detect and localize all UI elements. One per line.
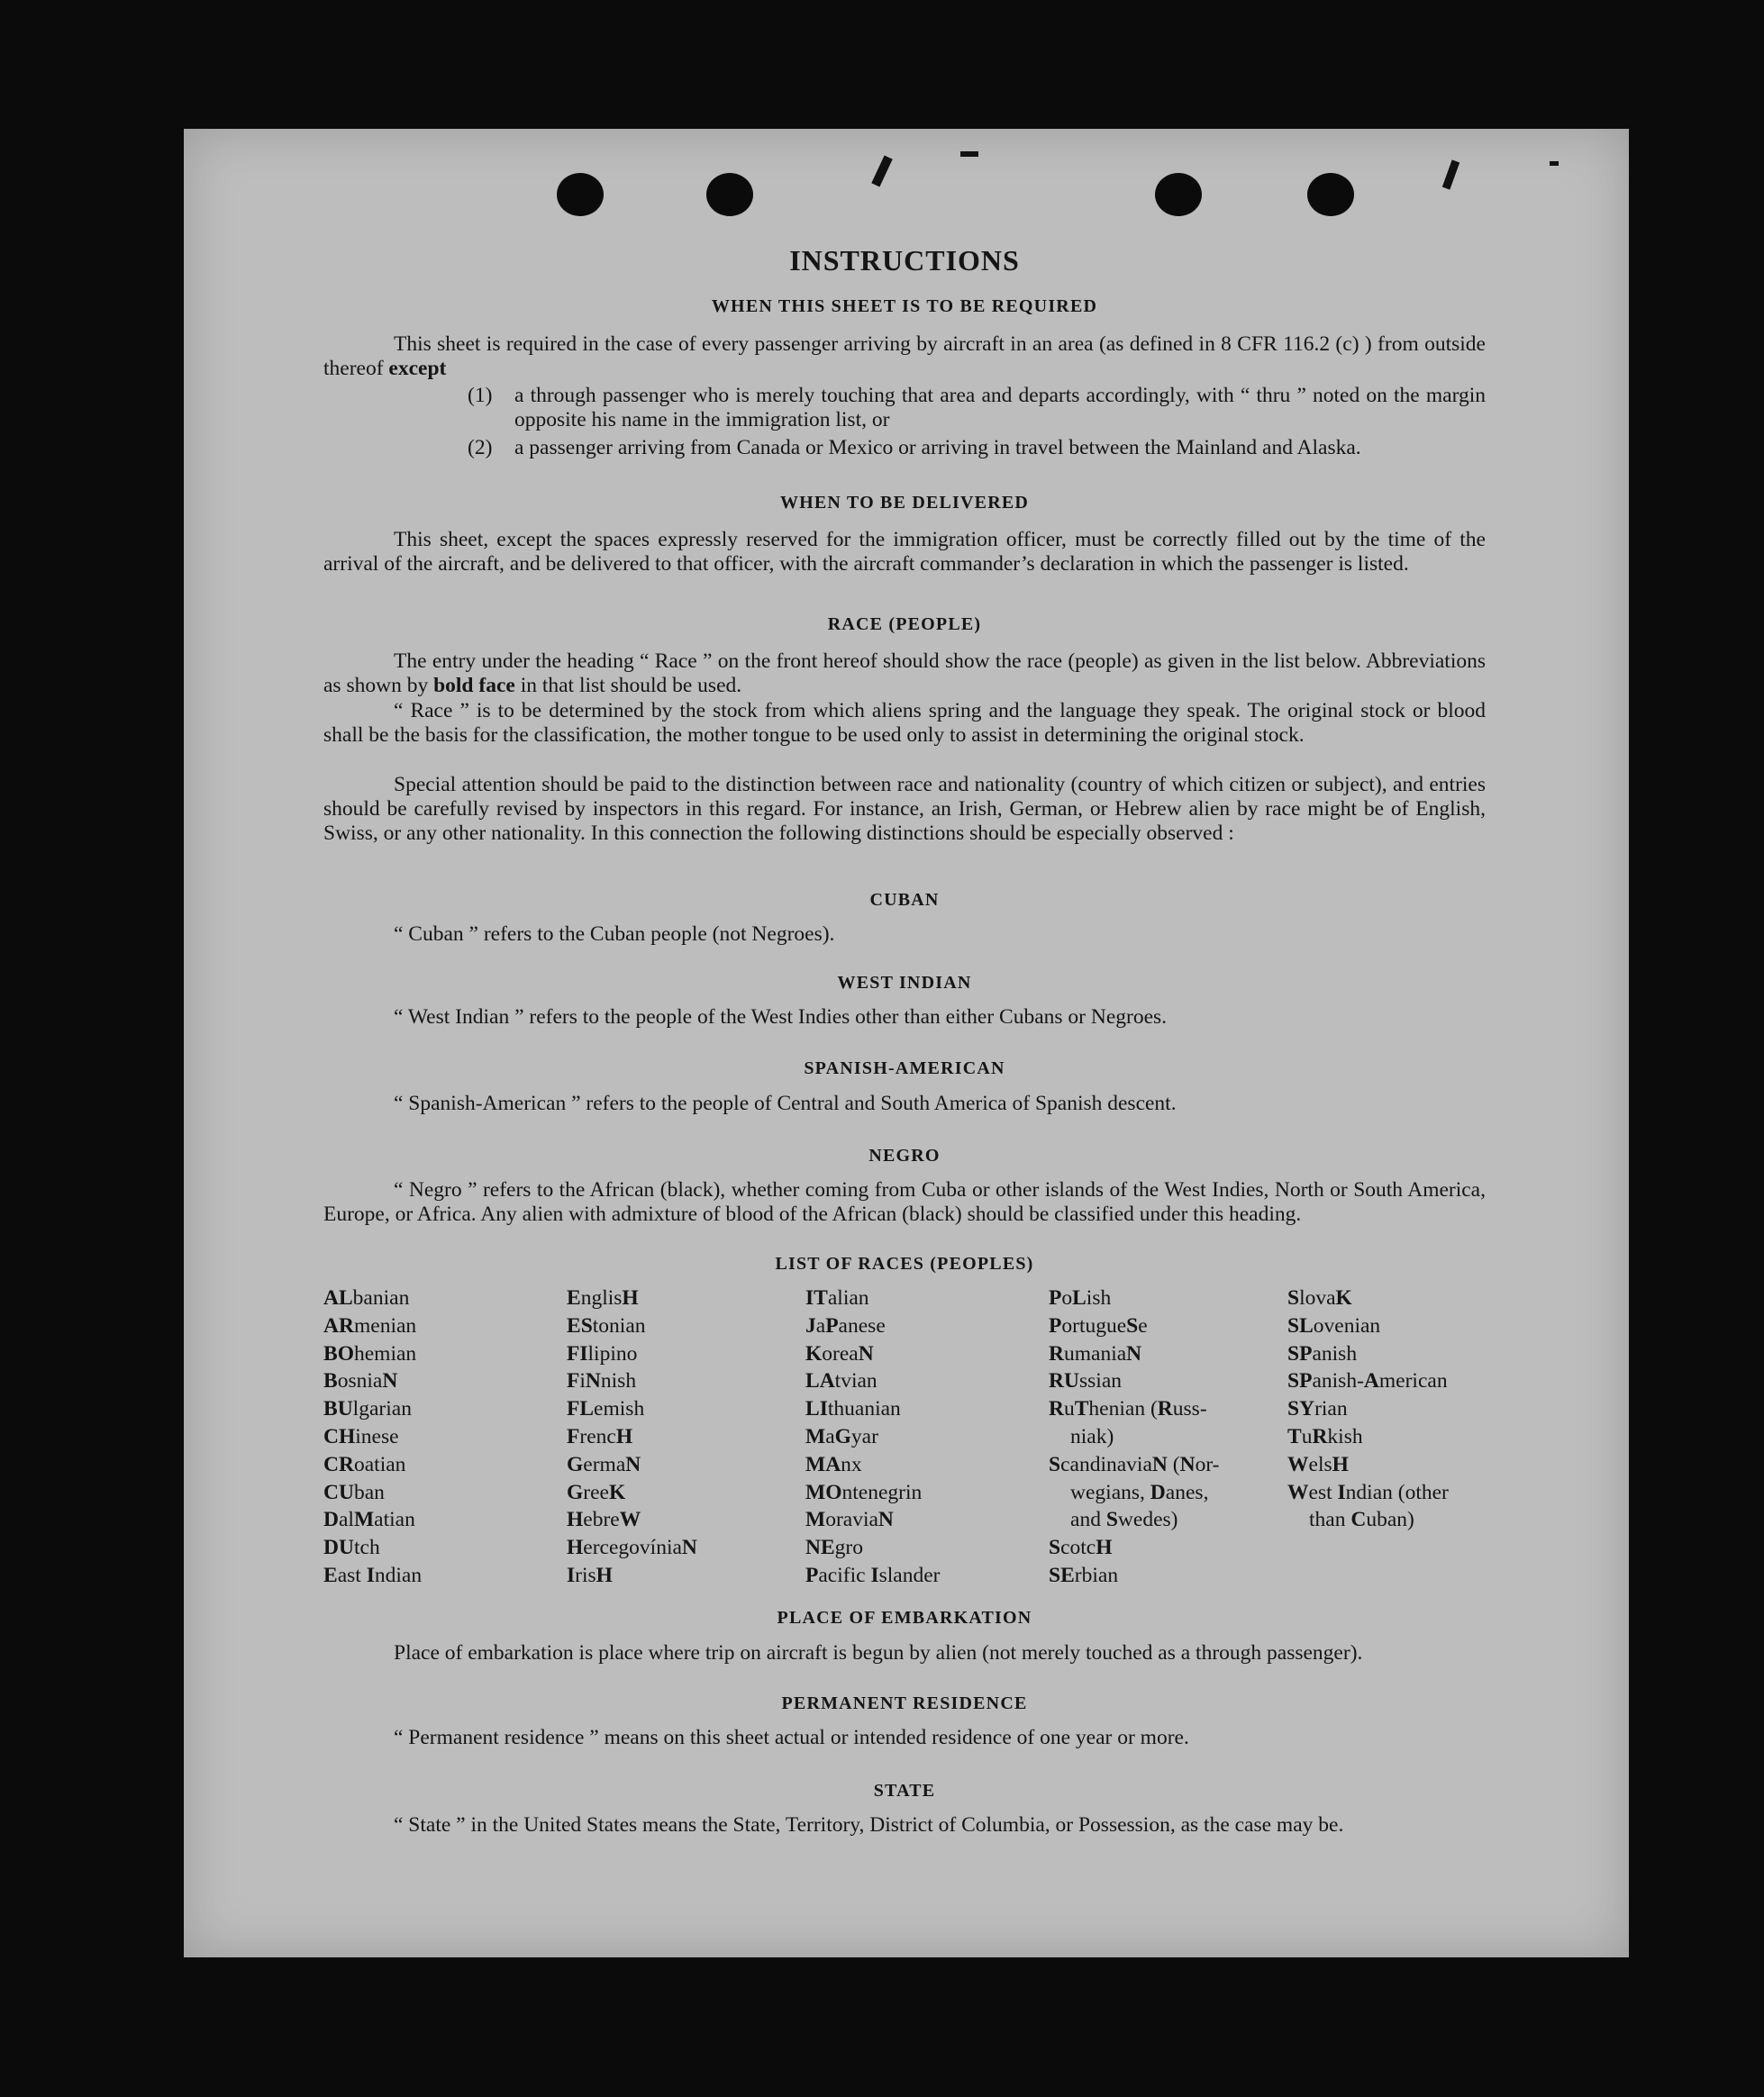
- races-column: [805, 1285, 940, 1590]
- race-entry: SPanish: [1287, 1341, 1358, 1366]
- races-column: [1287, 1285, 1449, 1534]
- race-entry: ARmenian: [323, 1313, 417, 1338]
- race-entry: RUssian: [1049, 1369, 1122, 1393]
- required-intro: [323, 332, 1486, 381]
- heading-required: WHEN THIS SHEET IS TO BE REQUIRED: [711, 296, 1098, 316]
- race-entry: DUtch: [323, 1536, 380, 1560]
- race-entry: FIlipino: [567, 1341, 638, 1366]
- paper-mark: [960, 151, 978, 157]
- race-entry: IrisH: [567, 1563, 613, 1587]
- race-entry: SLovenian: [1287, 1313, 1381, 1338]
- race-entry: SlovaK: [1287, 1286, 1352, 1310]
- race-entry: TuRkish: [1287, 1424, 1363, 1448]
- heading-cuban: CUBAN: [869, 890, 940, 910]
- race-entry: HebreW: [567, 1508, 641, 1532]
- heading-west-indian: WEST INDIAN: [837, 973, 972, 993]
- race-entry: HercegovíniaN: [567, 1536, 697, 1560]
- race-entry: EnglisH: [567, 1286, 639, 1310]
- race-entry: KoreaN: [805, 1341, 874, 1366]
- race-entry-continued: niak): [1070, 1424, 1114, 1448]
- heading-negro: NEGRO: [868, 1146, 941, 1166]
- race-entry: DalMatian: [323, 1508, 415, 1532]
- race-entry: East Indian: [323, 1563, 423, 1587]
- paper-mark: [871, 155, 892, 186]
- race-entry: WelsH: [1287, 1452, 1349, 1476]
- races-column: [567, 1285, 697, 1590]
- race-entry: FiNnish: [567, 1369, 637, 1393]
- item-text: a through passenger who is merely touching that area and departs accordingly, with “ thru ” noted on the margin opposite his name in the immigration list, or: [514, 384, 1486, 431]
- race-entry: LAtvian: [805, 1369, 877, 1393]
- punch-hole: [706, 173, 753, 216]
- negro-text: “ Negro ” refers to the African (black), whether coming from Cuba or other islands of the West Indies, North or South America, Europe, or Africa. Any alien with admixture of blood of the African (black) should be classified under this heading.: [323, 1178, 1486, 1226]
- item-number: (1): [468, 384, 493, 407]
- heading-delivered: WHEN TO BE DELIVERED: [779, 493, 1030, 513]
- race-entry: West Indian (other: [1287, 1480, 1449, 1504]
- race-entry-continued: than Cuban): [1309, 1508, 1414, 1532]
- page-title: INSTRUCTIONS: [789, 244, 1020, 277]
- race-p1-text-end: in that list should be used.: [520, 674, 742, 697]
- west-indian-text: “ West Indian ” refers to the people of the West Indies other than either Cubans or Negroes.: [394, 1005, 1168, 1029]
- race-entry: FrencH: [567, 1424, 633, 1448]
- race-entry: BUlgarian: [323, 1397, 412, 1421]
- race-entry: RuThenian (Russ-: [1049, 1397, 1207, 1421]
- race-entry: SErbian: [1049, 1563, 1119, 1587]
- race-entry-continued: wegians, Danes,: [1070, 1480, 1209, 1504]
- item-number: (2): [468, 436, 493, 459]
- races-column: [323, 1285, 422, 1590]
- heading-state: STATE: [873, 1781, 936, 1801]
- race-p1-text: The entry under the heading “ Race ” on the front hereof should show the race (people) as given in the list below. Abbreviations as shown by: [323, 649, 1486, 697]
- heading-residence: PERMANENT RESIDENCE: [781, 1693, 1028, 1713]
- race-entry: MAnx: [805, 1452, 862, 1476]
- race-entry: ScandinaviaN (Nor-: [1049, 1452, 1220, 1476]
- race-entry: MOntenegrin: [805, 1480, 923, 1504]
- race-paragraph-3: Special attention should be paid to the distinction between race and nationality (country of which citizen or subject), and entries should be carefully revised by inspectors in this regard. For instance, an Irish, German, or Hebrew alien by race might be of English, Swiss, or any other nationality. In this connection the following distinctions should be especially observed :: [323, 773, 1486, 845]
- race-entry: ITalian: [805, 1286, 869, 1310]
- race-entry: CHinese: [323, 1424, 399, 1448]
- document-sheet: [184, 129, 1629, 1957]
- paper-mark: [1550, 161, 1559, 166]
- race-entry-continued: and Swedes): [1070, 1508, 1178, 1532]
- race-entry: GreeK: [567, 1480, 626, 1504]
- race-entry: MoraviaN: [805, 1508, 894, 1532]
- race-entry: PoLish: [1049, 1286, 1112, 1310]
- punch-hole: [1155, 173, 1202, 216]
- residence-text: “ Permanent residence ” means on this sheet actual or intended residence of one year or more.: [394, 1726, 1189, 1749]
- races-column: [1049, 1285, 1220, 1590]
- delivered-text: This sheet, except the spaces expressly reserved for the immigration officer, must be correctly filled out by the time of the arrival of the aircraft, and be delivered to that officer, with the aircraft commander’s declaration in which the passenger is listed.: [323, 528, 1486, 576]
- item-text: a passenger arriving from Canada or Mexico or arriving in travel between the Mainland and Alaska.: [514, 436, 1361, 459]
- required-intro-text: This sheet is required in the case of every passenger arriving by aircraft in an area (as defined in 8 CFR 116.2 (c) ) from outside thereof: [323, 332, 1486, 380]
- race-entry: Pacific Islander: [805, 1563, 941, 1587]
- race-entry: RumaniaN: [1049, 1341, 1142, 1366]
- races-list: [323, 1285, 1486, 1587]
- race-entry: SYrian: [1287, 1397, 1348, 1421]
- race-entry: SPanish-American: [1287, 1369, 1448, 1393]
- race-p1-bold: bold face: [433, 674, 515, 697]
- punch-hole: [557, 173, 604, 216]
- race-entry: CRoatian: [323, 1452, 406, 1476]
- race-entry: EStonian: [567, 1313, 646, 1338]
- required-intro-bold: except: [388, 357, 447, 380]
- race-paragraph-1: [323, 649, 1486, 698]
- race-entry: NEgro: [805, 1536, 863, 1560]
- race-entry: LIthuanian: [805, 1397, 901, 1421]
- heading-spanish-american: SPANISH-AMERICAN: [804, 1058, 1005, 1078]
- spanish-american-text: “ Spanish-American ” refers to the people of Central and South America of Spanish descent.: [394, 1092, 1177, 1115]
- embarkation-text: Place of embarkation is place where trip on aircraft is begun by alien (not merely touched as a through passenger).: [394, 1641, 1363, 1665]
- race-entry: BOhemian: [323, 1341, 417, 1366]
- race-entry: ScotcH: [1049, 1536, 1113, 1560]
- race-entry: BosniaN: [323, 1369, 398, 1393]
- state-text: “ State ” in the United States means the State, Territory, District of Columbia, or Possession, as the case may be.: [394, 1813, 1344, 1837]
- race-paragraph-2: “ Race ” is to be determined by the stock from which aliens spring and the language they speak. The original stock or blood shall be the basis for the classification, the mother tongue to be used only to assist in determining the original stock.: [323, 699, 1486, 747]
- paper-mark: [1442, 159, 1459, 189]
- race-entry: MaGyar: [805, 1424, 878, 1448]
- punch-hole: [1307, 173, 1354, 216]
- heading-race: RACE (PEOPLE): [827, 614, 982, 634]
- race-entry: ALbanian: [323, 1286, 410, 1310]
- heading-list-of-races: LIST OF RACES (PEOPLES): [775, 1254, 1034, 1274]
- race-entry: PortugueSe: [1049, 1313, 1148, 1338]
- race-entry: GermaN: [567, 1452, 641, 1476]
- race-entry: FLemish: [567, 1397, 645, 1421]
- cuban-text: “ Cuban ” refers to the Cuban people (not Negroes).: [394, 922, 835, 946]
- race-entry: JaPanese: [805, 1313, 886, 1338]
- heading-embarkation: PLACE OF EMBARKATION: [777, 1608, 1032, 1628]
- race-entry: CUban: [323, 1480, 385, 1504]
